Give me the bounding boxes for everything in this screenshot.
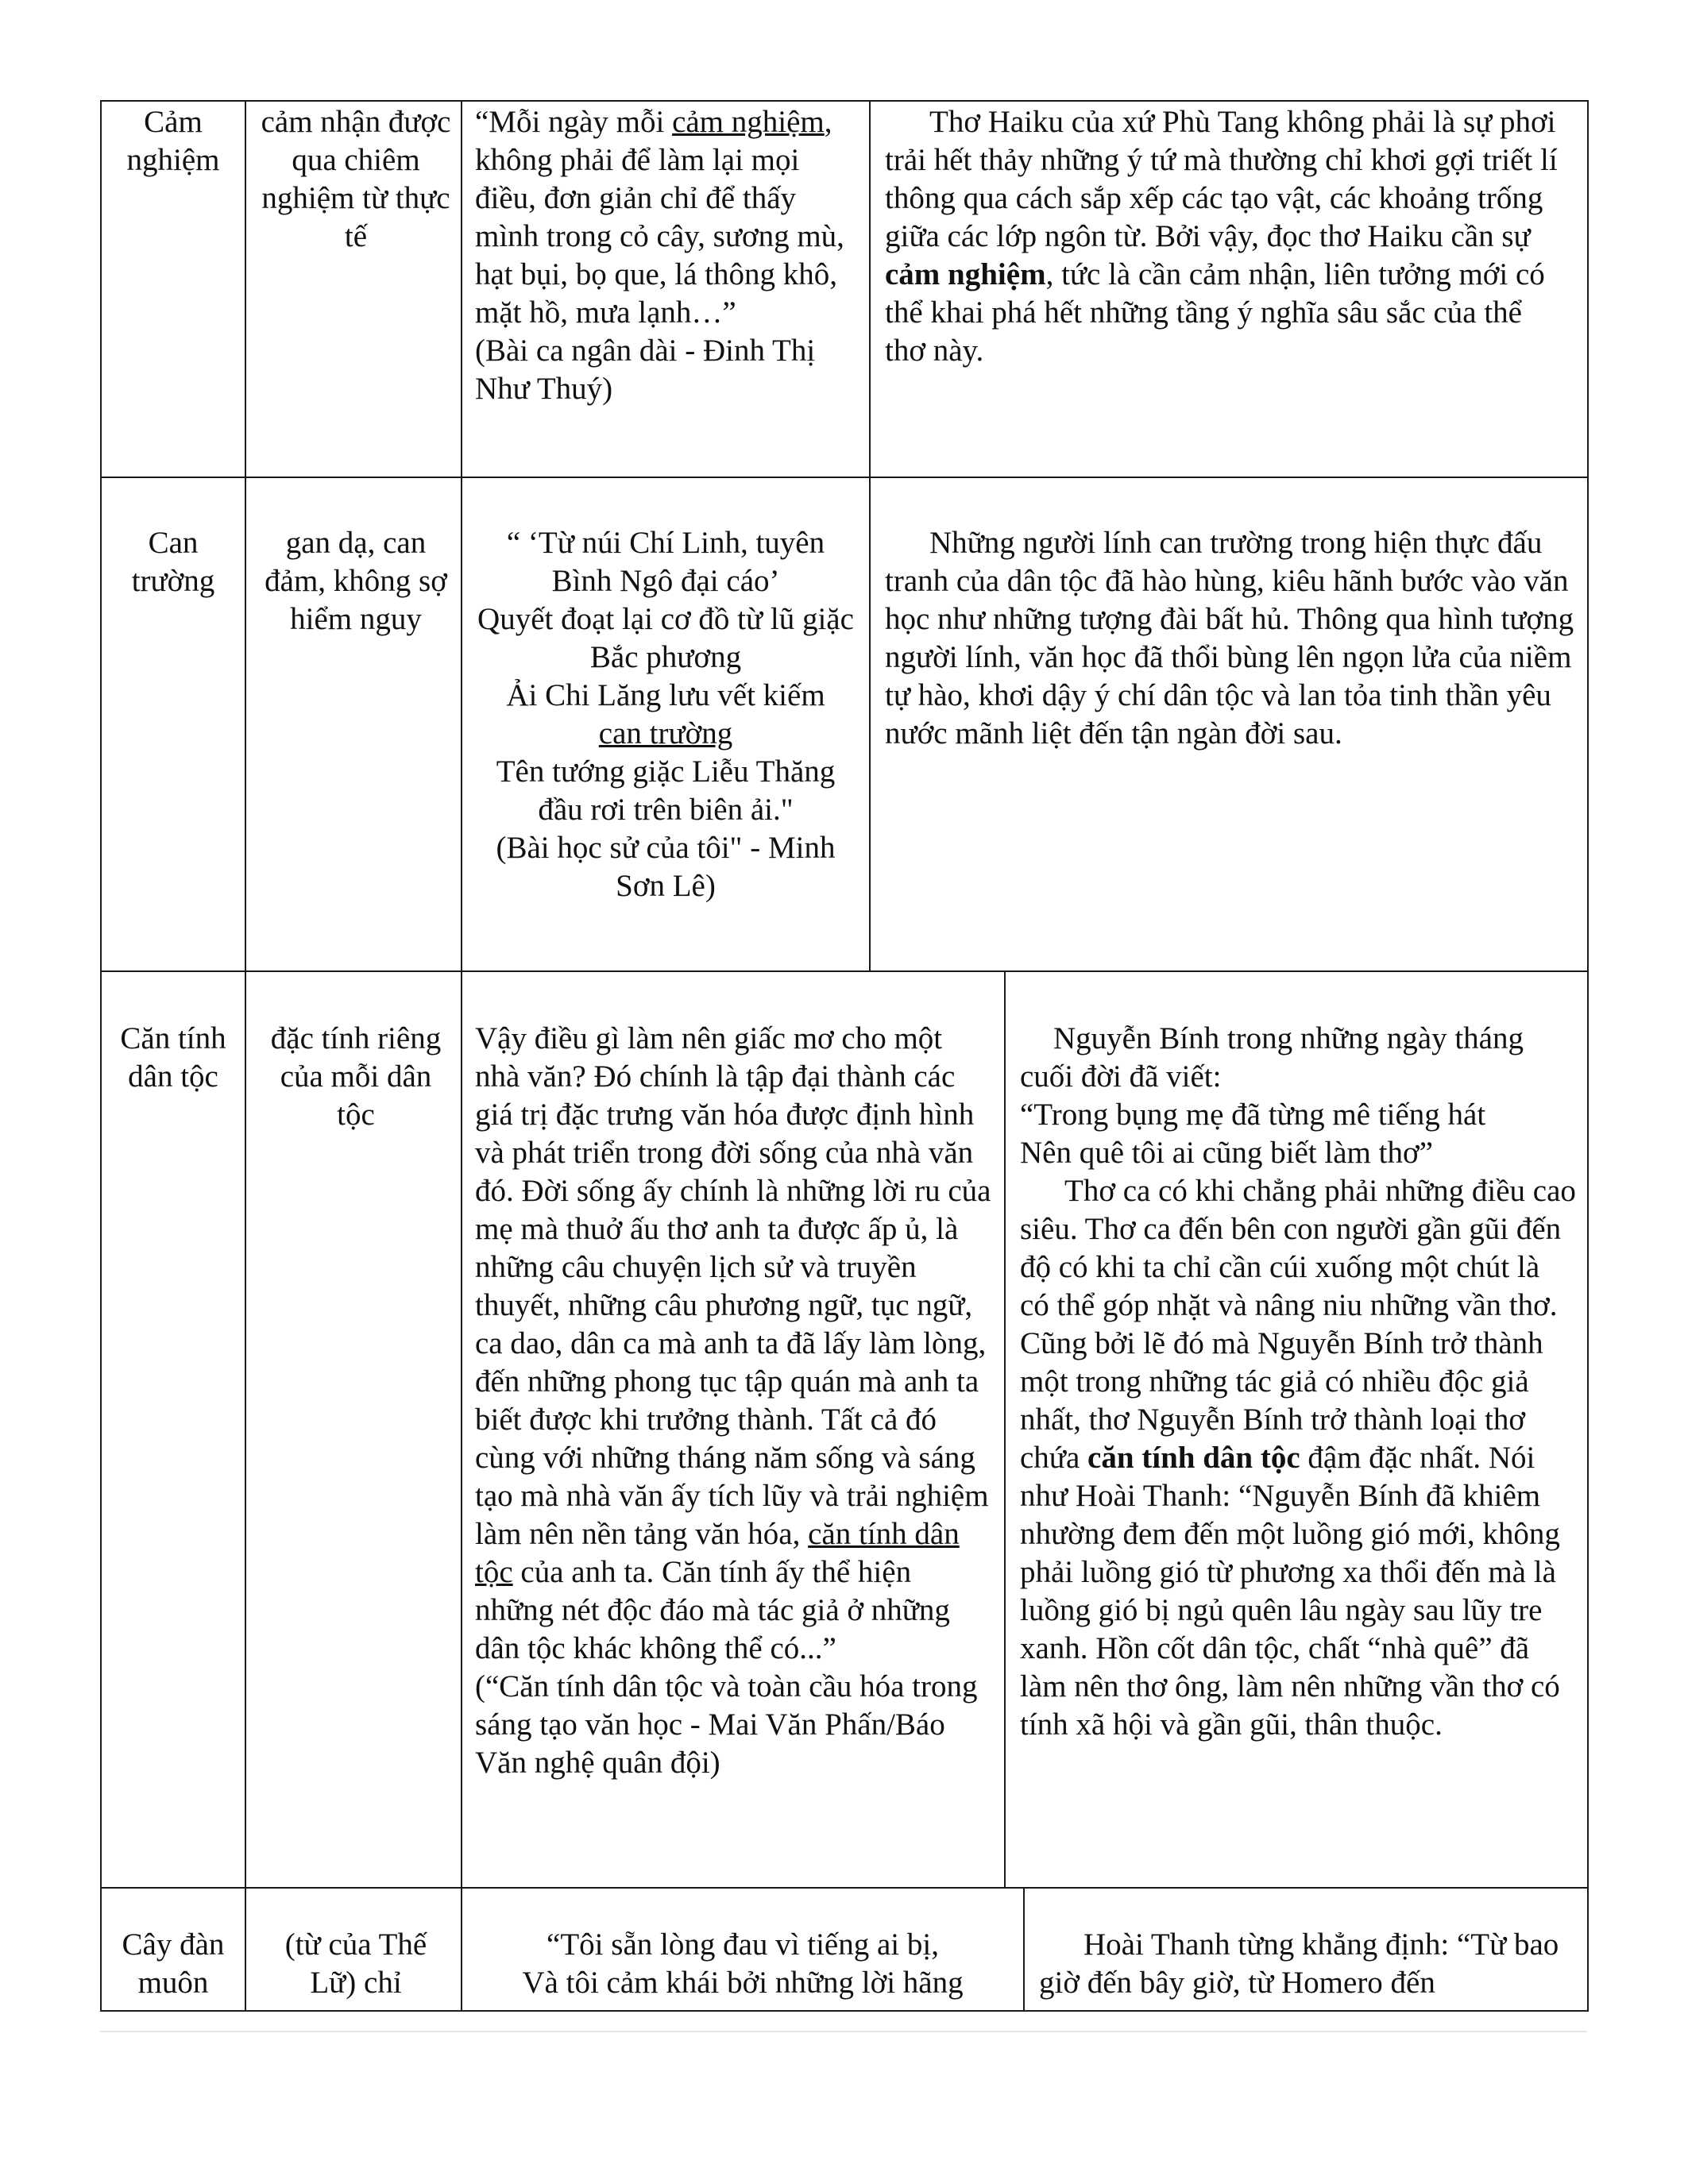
meaning-text: đặc tính riêng của mỗi dân tộc [270,1021,442,1132]
meaning-cell [246,524,461,969]
example-text: “Mỗi ngày mỗi [475,105,673,139]
quote-line: Nên quê tôi ai cũng biết làm thơ” [1020,1136,1433,1170]
example-text-cont: của anh ta. Căn tính ấy thể hiện những nét độc đáo mà tác giả ở những dân tộc khác không thể có...” [475,1555,950,1665]
usage-cell [871,102,1587,475]
bold-term: cảm nghiệm [885,257,1046,291]
usage-text: Thơ Haiku của xứ Phù Tang không phải là sự phơi trải hết thảy những ý tứ mà thường chỉ khơi gợi triết lí thông qua cách sắp xếp các tạo vật, các khoảng trống giữa các lớp ngôn từ. Bởi vậy, đọc thơ Haiku cần sự [885,105,1558,253]
poem-line: “Tôi sẵn lòng đau vì tiếng ai bị, [547,1927,939,1962]
term-text: Can trường [131,526,215,598]
usage-cell [871,524,1587,969]
usage-text: Những người lính can trường trong hiện thực đấu tranh của dân tộc đã hào hùng, kiêu hãnh bước vào văn học như những tượng đài bất hủ. Thông qua hình tượng người lính, văn học đã thổi bùng lên ngọn lửa của niềm tự hào, khơi dậy ý chí dân tộc và lan tỏa tinh thần yêu nước mãnh liệt đến tận ngàn đời sau. [885,526,1574,751]
term-text: Cây đàn muôn [122,1927,225,2000]
usage-text-cont: , tức là cần cảm nhận, liên tưởng mới có thể khai phá hết những tầng ý nghĩa sâu sắc của thể [885,257,1545,330]
table-border [1587,100,1589,2012]
bold-term: căn tính dân tộc [1087,1441,1300,1475]
term-text: Cảm nghiệm [126,105,220,177]
poem-line: Quyết đoạt lại cơ đồ từ lũ giặc Bắc phương [477,602,854,674]
term-cell [102,1926,245,2010]
usage-cell [1025,1926,1587,2010]
table-border [100,1887,1589,1889]
table-border [100,477,1589,478]
quote-line: “Trong bụng mẹ đã từng mê tiếng hát [1020,1098,1486,1132]
example-text: Vậy điều gì làm nên giấc mơ cho một nhà văn? Đó chính là tập đại thành các giá trị đặc trưng văn hóa được định hình và phát triển trong đời sống của nhà văn đó. Đời sống ấy chính là những lời ru của mẹ mà thuở ấu thơ anh ta được ấp ủ, là những câu chuyện lịch sử và truyền thuyết, những câu phương ngữ, tục ngữ, ca dao, dân ca mà anh ta đã lấy làm lòng, đến những phong tục tập quán mà anh ta biết được khi trưởng thành. Tất cả đó cùng với những tháng năm sống và sáng tạo mà nhà văn ấy tích lũy và trải nghiệm làm nên nền tảng văn hóa, [475,1021,991,1551]
usage-text: Nguyễn Bính trong những ngày tháng cuối đời đã viết: [1020,1021,1524,1094]
meaning-cell [246,1020,461,1885]
meaning-cell [246,1926,461,2010]
meaning-text: cảm nhận được qua chiêm nghiệm từ thực tế [261,105,451,253]
example-cell [462,1020,1004,1885]
highlighted-term: căn tính dân tộc [475,1517,960,1589]
term-cell [102,102,245,475]
term-text: Căn tính dân tộc [120,1021,226,1094]
table-border [100,100,102,2012]
table-border [100,100,1589,102]
usage-text-cont: đậm đặc nhất. Nói như Hoài Thanh: “Nguyễn Bính đã khiêm nhường đem đến một luồng gió mới, không phải luồng gió từ phương xa thổi đến mà là luồng gió bị ngủ quên lâu ngày sau lũy tre xanh. Hồn cốt dân tộc, chất “nhà quê” đã làm nên thơ ông, làm nên những vần thơ có tính xã hội và gần gũi, thân thuộc. [1020,1441,1560,1742]
page-footer-divider [100,2031,1587,2032]
table-border [461,100,462,2012]
poem-line: Tên tướng giặc Liễu Thăng đầu rơi trên biên ải." [496,754,836,827]
highlighted-term: can trường [598,716,733,751]
poem-line: Ải Chi Lăng lưu vết kiếm [506,678,825,712]
meaning-text: gan dạ, can đảm, không sợ hiểm nguy [265,526,447,636]
poem-line: Và tôi cảm khái bởi những lời hãng [522,1966,964,2000]
table-border [100,970,1589,972]
meaning-cell [246,102,461,475]
term-cell [102,524,245,969]
usage-text-end: thơ này. [885,334,984,368]
example-source: (Bài học sử của tôi" - Minh Sơn Lê) [496,831,836,903]
poem-line: “ ‘Từ núi Chí Linh, tuyên Bình Ngô đại cáo’ [506,526,825,598]
example-source: (“Căn tính dân tộc và toàn cầu hóa trong sáng tạo văn học - Mai Văn Phấn/Báo Văn nghệ quân đội) [475,1669,978,1780]
table-border [1023,1887,1025,2012]
example-cell [462,102,869,475]
highlighted-term: cảm nghiệm [672,105,825,139]
example-cell [462,1926,1023,2010]
example-source: (Bài ca ngân dài - Đinh Thị Như Thuý) [475,334,816,406]
usage-text: Hoài Thanh từng khẳng định: “Từ bao giờ đến bây giờ, từ Homero đến [1039,1927,1559,2000]
meaning-text: (từ của Thế Lữ) chỉ [284,1927,427,2000]
table-border [1004,970,1006,1889]
usage-cell [1006,1020,1587,1885]
table-border [245,100,246,2012]
table-border [869,100,871,972]
term-cell [102,1020,245,1885]
example-text-cont: , không phải để làm lại mọi điều, đơn giản chỉ để thấy mình trong cỏ cây, sương mù, hạt bụi, bọ que, lá thông khô, mặt hồ, mưa lạnh…” [475,105,844,330]
table-border [100,2010,1589,2012]
usage-text: Thơ ca có khi chẳng phải những điều cao siêu. Thơ ca đến bên con người gần gũi đến độ có khi ta chỉ cần cúi xuống một chút là có thể góp nhặt và nâng niu những vần thơ. Cũng bởi lẽ đó mà Nguyễn Bính trở thành một trong những tác giả có nhiều độc giả nhất, thơ Nguyễn Bính trở thành loại thơ chứa [1020,1174,1576,1475]
example-cell [462,524,869,969]
